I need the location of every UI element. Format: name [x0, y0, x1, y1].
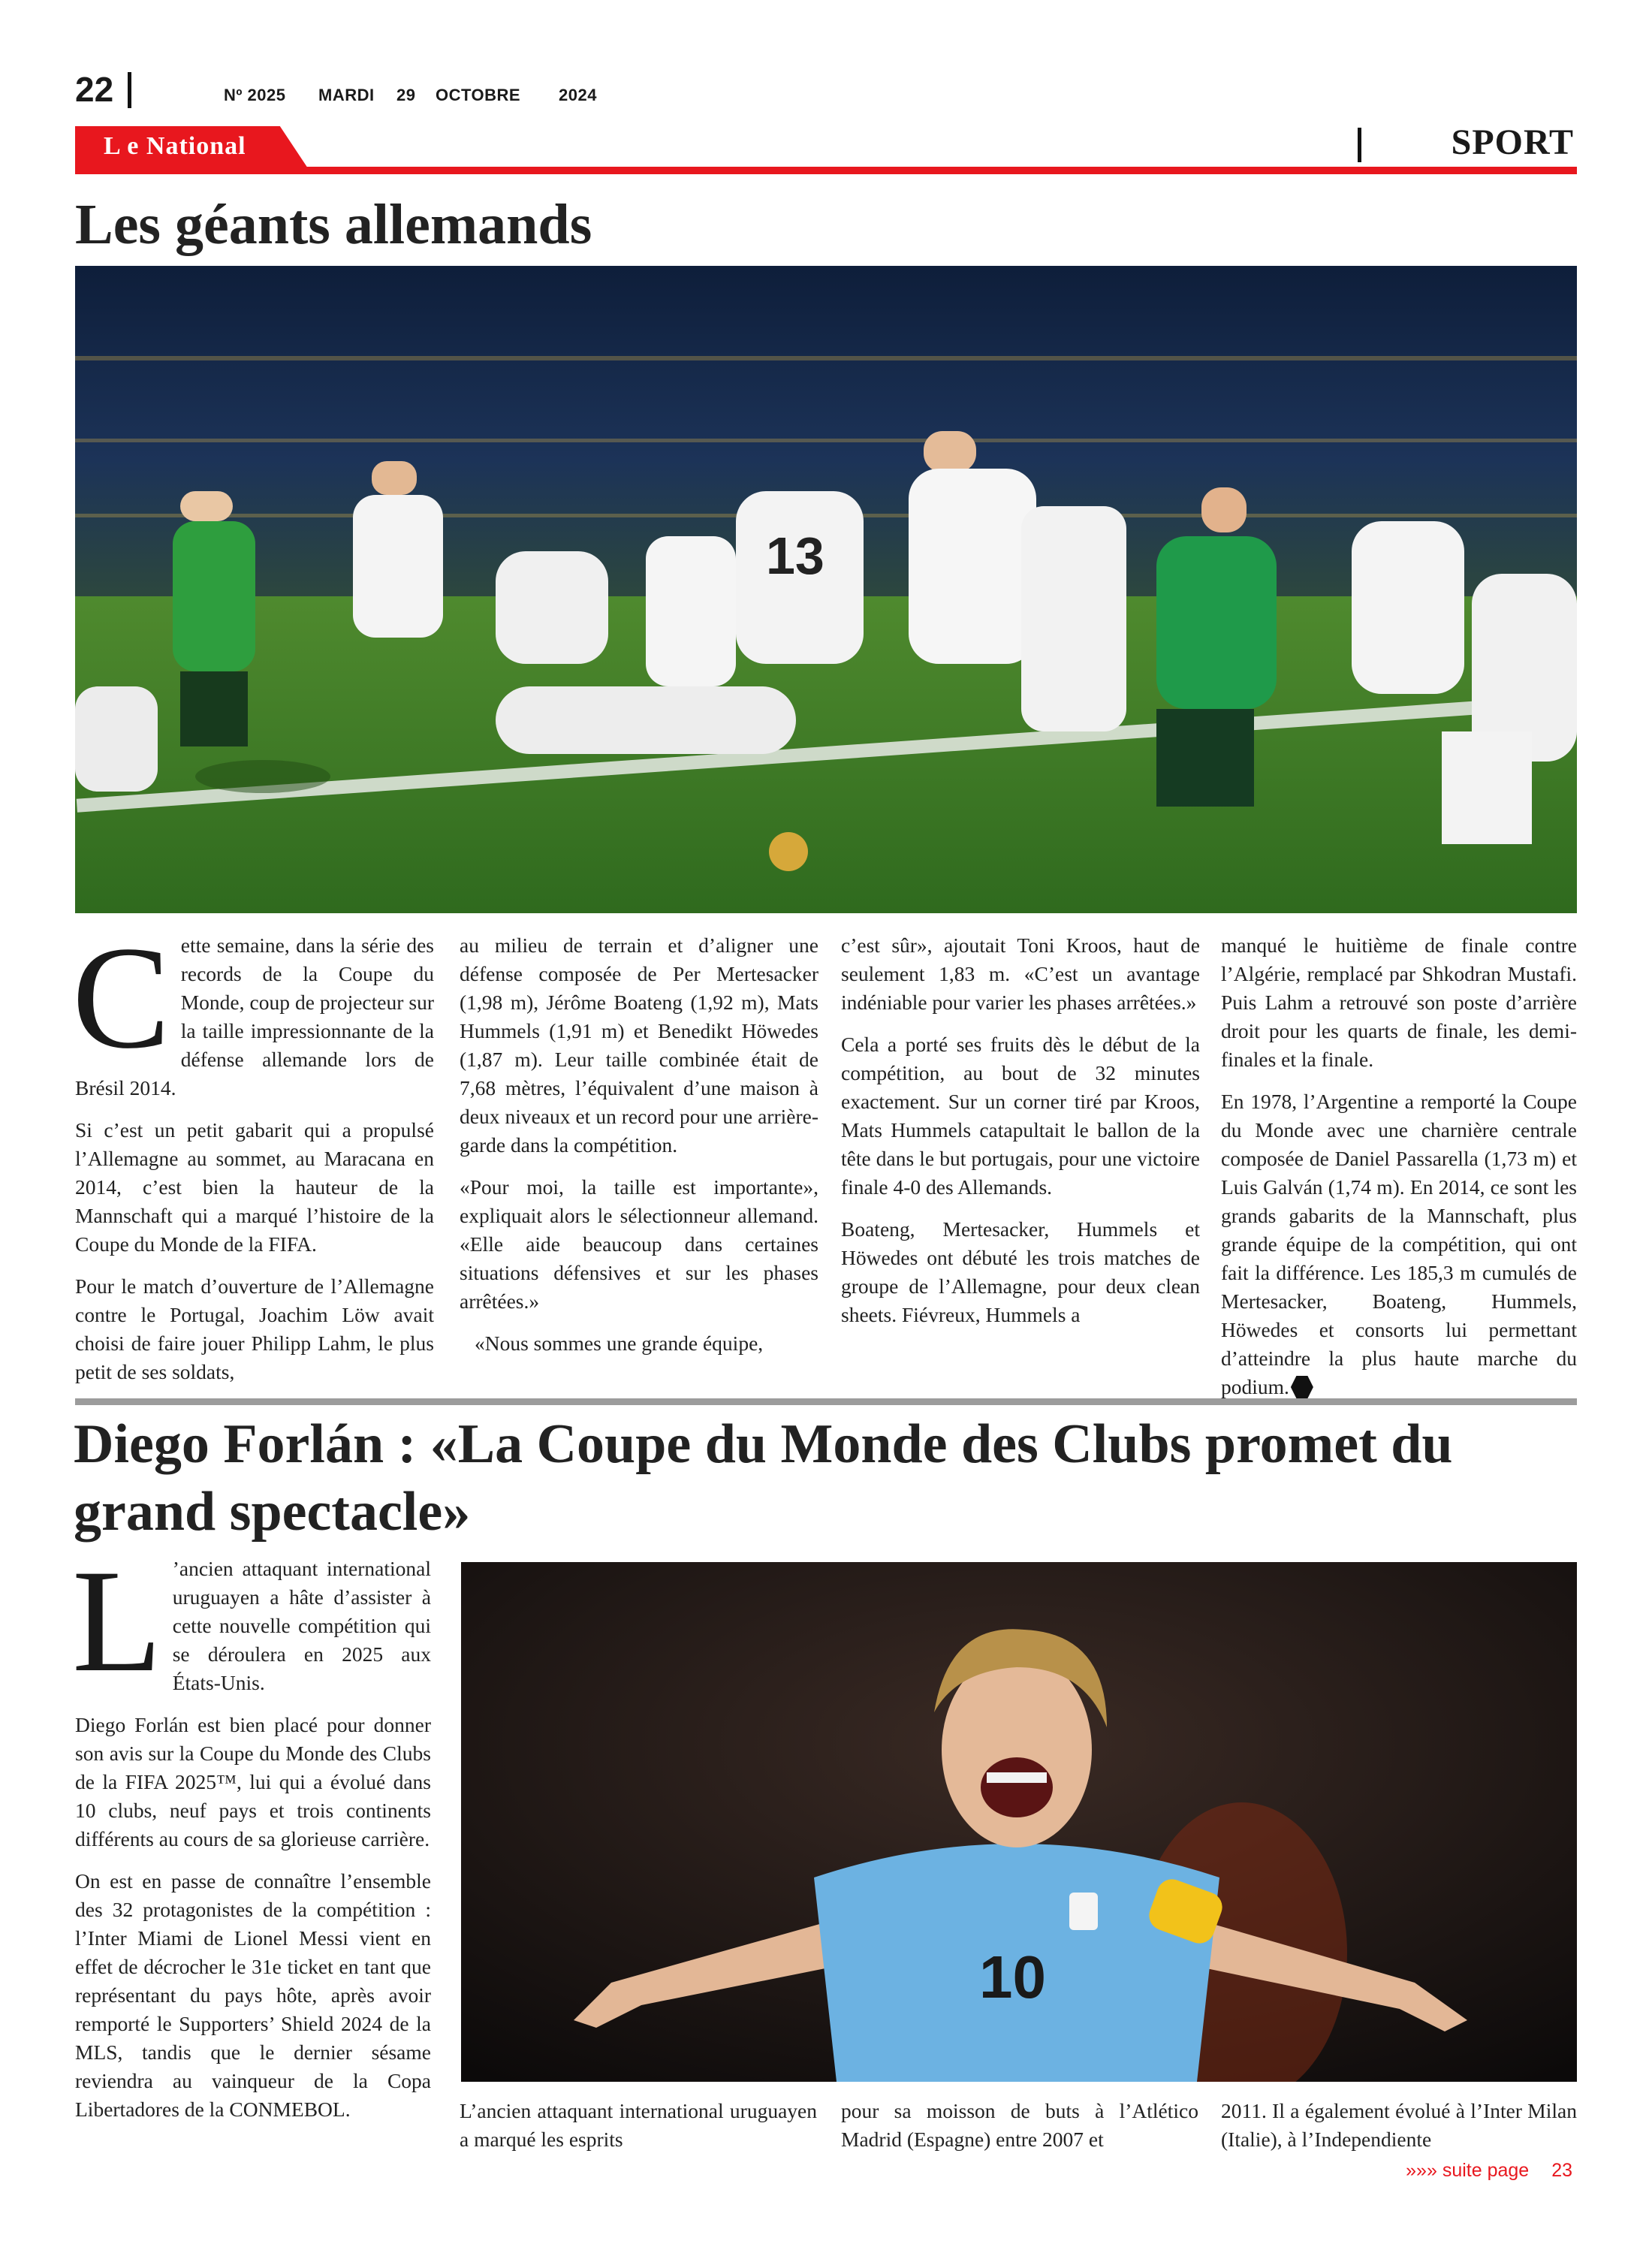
header-rule — [75, 167, 1577, 174]
article-1-column-4 — [1221, 931, 1577, 1415]
dropcap-l: L — [72, 1540, 162, 1703]
paragraph: 2011. Il a également évolué à l’Inter Milan (Italie), à l’Independiente — [1221, 2099, 1577, 2151]
section-label: SPORT — [1451, 122, 1574, 162]
issue-year: 2024 — [559, 86, 597, 104]
page-number: 22 — [75, 70, 114, 109]
svg-text:13: 13 — [766, 526, 824, 585]
issue-month: OCTOBRE — [436, 86, 521, 104]
diego-forlan-celebration-photo — [461, 1562, 1577, 2082]
article-1-headline: Les géants allemands — [75, 193, 592, 256]
section-divider — [1358, 128, 1361, 162]
article-2-headline: Diego Forlán : «La Coupe du Monde des Clubs promet du grand spectacle» — [74, 1413, 1453, 1543]
article-1-column-3 — [841, 931, 1200, 1343]
issue-date: 29 — [396, 86, 416, 104]
newspaper-name: L e National — [104, 132, 246, 160]
paragraph: Cela a porté ses fruits dès le début de la compétition, au bout de 32 minutes exactement. Sur un corner tiré par Kroos, Mats Hummels catapultait le ballon de la tête dans le but portugais, pour une victoire finale 4-0 des Allemands. — [841, 1033, 1200, 1199]
continued-label: »»» suite page — [1406, 2160, 1530, 2181]
issue-day: MARDI — [318, 86, 375, 104]
paragraph: au milieu de terrain et d’aligner une défense composée de Per Mertesacker (1,98 m), Jérôme Boateng (1,92 m), Mats Hummels (1,91 m) et Benedikt Höwedes (1,87 m). Leur taille combinée était de 7,68 mètres, l’équivalent d’une maison à deux niveaux et un record pour une arrière-garde dans la compétition. — [460, 933, 818, 1157]
article-separator — [75, 1398, 1577, 1405]
continued-on-page[interactable] — [1406, 2160, 1572, 2182]
end-of-article-icon — [1291, 1376, 1313, 1398]
paragraph-text: En 1978, l’Argentine a remporté la Coupe du Monde avec une charnière centrale composée de Daniel Passarella (1,73 m) et Luis Galván (1,74 m). En 2014, ce sont les grands gabarits de la Mannschaft, plus grande équipe de la compétition, qui ont fait la différence. Les 185,3 m cumulés de Mertesacker, Boateng, Hummels, Höwedes et consorts lui permettant d’atteindre la plus haute marche du podium. — [1221, 1090, 1577, 1398]
paragraph: c’est sûr», ajoutait Toni Kroos, haut de seulement 1,83 m. «C’est un avantage indéniable pour varier les phases arrêtées.» — [841, 933, 1200, 1014]
svg-text:10: 10 — [979, 1944, 1046, 2010]
paragraph: On est en passe de connaître l’ensemble des 32 protagonistes de la compétition : l’Inter Miami de Lionel Messi vient en effet de décrocher le 31e ticket en tant que représentant du pays hôte, après avoir remporté le Supporters’ Shield 2024 de la MLS, tandis que le dernier sésame reviendra au vainqueur de la Copa Libertadores de la CONMEBOL. — [75, 1869, 431, 2121]
continued-page-number: 23 — [1551, 2160, 1572, 2181]
article-1-column-1 — [72, 916, 434, 1400]
paragraph: Boateng, Mertesacker, Hummels et Höwedes ont débuté les trois matches de groupe de l’Allemagne, pour deux clean sheets. Fiévreux, Hummels a — [841, 1217, 1200, 1326]
paragraph: «Pour moi, la taille est importante», expliquait alors le sélectionneur allemand. «Elle aide beaucoup dans certaines situations défensives et sur les phases arrêtées.» — [460, 1175, 818, 1313]
paragraph: Pour le match d’ouverture de l’Allemagne contre le Portugal, Joachim Löw avait choisi de faire jouer Philipp Lahm, le plus petit de ses soldats, — [75, 1274, 434, 1383]
paragraph: ’ancien attaquant international uruguayen a hâte d’assister à cette nouvelle compétition qui se déroulera en 2025 aux États-Unis. — [172, 1557, 431, 1694]
paragraph: Diego Forlán est bien placé pour donner son avis sur la Coupe du Monde des Clubs de la FIFA 2025™, lui qui a évolué dans 10 clubs, neuf pays et trois continents différents au cours de sa glorieuse carrière. — [75, 1713, 431, 1850]
article-2-bottom-column-2 — [460, 2097, 817, 2167]
paragraph: L’ancien attaquant international uruguayen a marqué les esprits — [460, 2099, 817, 2151]
page-number-divider — [128, 72, 131, 108]
paragraph: ette semaine, dans la série des records de la Coupe du Monde, coup de projecteur sur la taille impressionnante de la défense allemande lors de Brésil 2014. — [75, 933, 434, 1099]
paragraph-last — [1221, 1087, 1577, 1401]
article-1-column-2 — [460, 931, 818, 1371]
article-2-bottom-column-3 — [841, 2097, 1198, 2167]
paragraph: pour sa moisson de buts à l’Atlético Madrid (Espagne) entre 2007 et — [841, 2099, 1198, 2151]
paragraph: Si c’est un petit gabarit qui a propulsé l’Allemagne au sommet, au Maracana en 2014, c’est bien la hauteur de la Mannschaft qui a marqué l’histoire de la Coupe du Monde de la FIFA. — [75, 1118, 434, 1256]
paragraph: «Nous sommes une grande équipe, — [475, 1332, 764, 1355]
article-2-column-1 — [72, 1540, 431, 2137]
dropcap-c: C — [72, 916, 170, 1079]
issue-number: Nº 2025 — [224, 86, 286, 104]
german-team-celebration-photo — [75, 266, 1577, 913]
article-2-bottom-column-4 — [1221, 2097, 1577, 2167]
paragraph: manqué le huitième de finale contre l’Algérie, remplacé par Shkodran Mustafi. Puis Lahm a retrouvé son poste d’arrière droit pour les quarts de finale, les demi-finales et la finale. — [1221, 933, 1577, 1071]
